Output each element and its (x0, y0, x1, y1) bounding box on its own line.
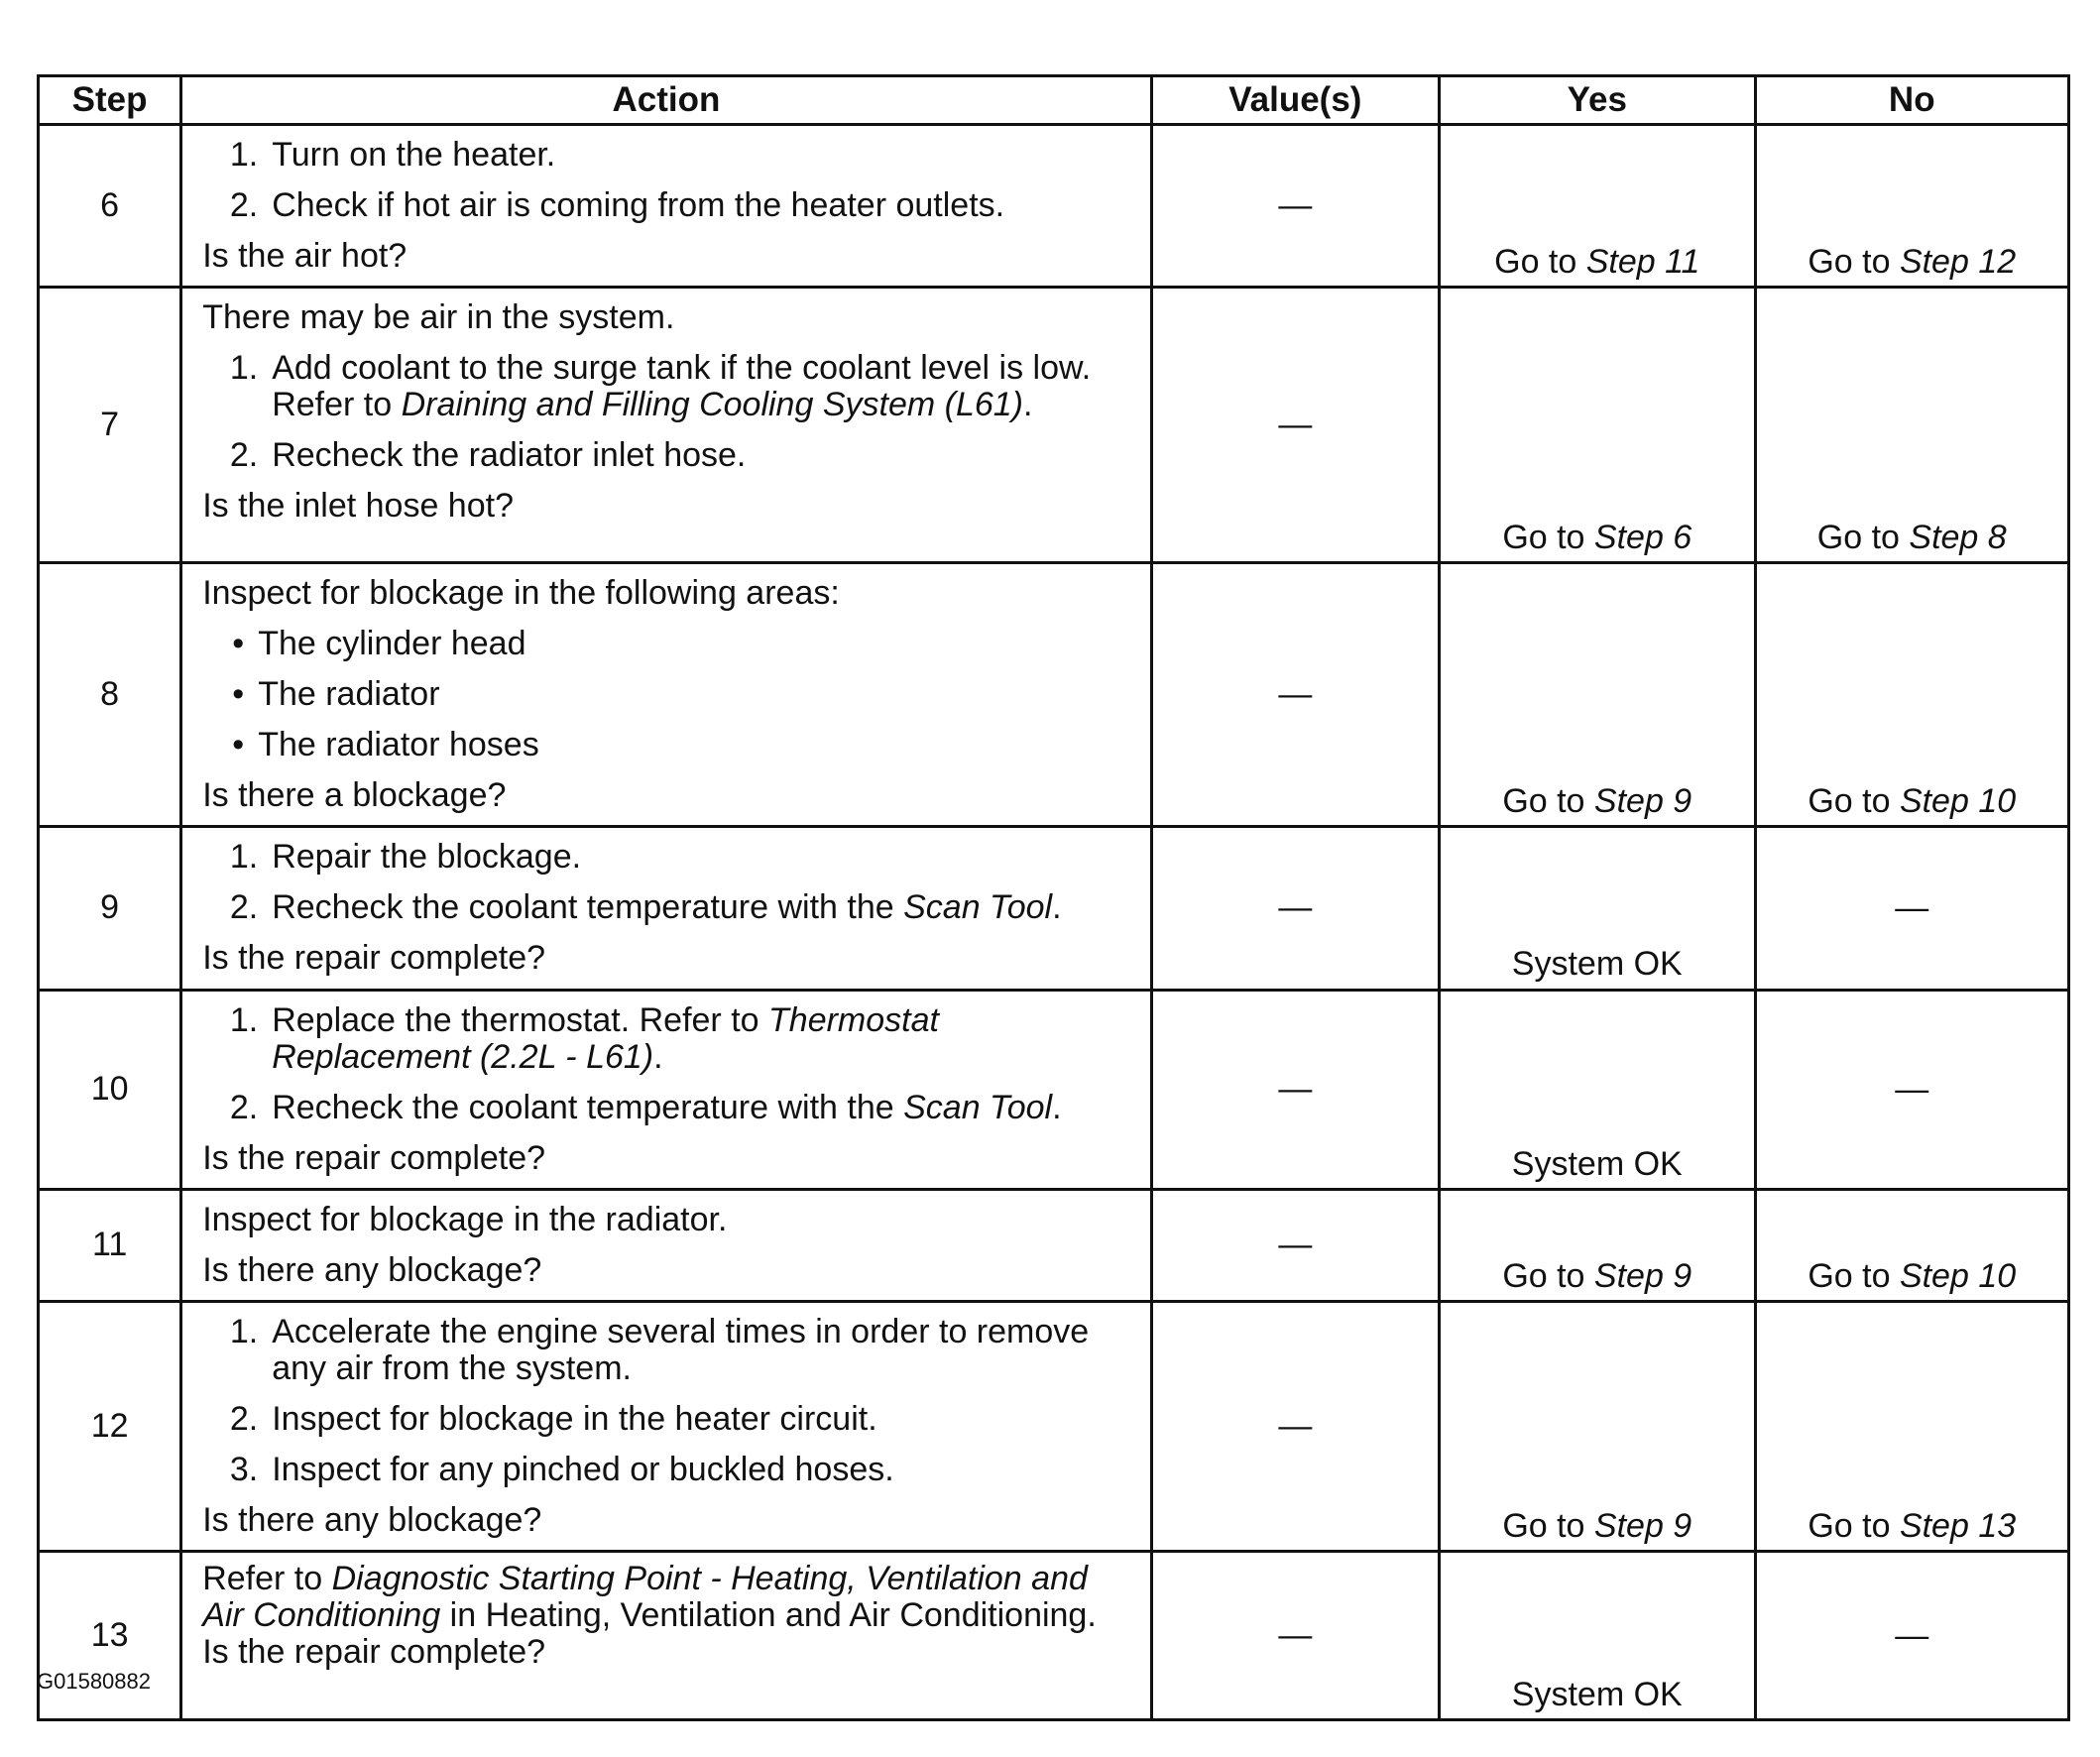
no-dash: — (1895, 1070, 1929, 1109)
numbered-step (202, 430, 1129, 481)
value-cell: — (1151, 990, 1439, 1189)
step-number: 6 (39, 125, 181, 288)
yes-cell (1440, 827, 1755, 990)
action-question: Is the repair complete? (202, 1138, 546, 1177)
step-number: 11 (39, 1189, 181, 1301)
action-question: Is the air hot? (202, 237, 408, 276)
bullet-item (202, 619, 1129, 669)
text-segment: Add coolant to the surge tank if the coolant level is low. Refer to (272, 349, 1092, 424)
no-result (1757, 1258, 2068, 1300)
item-text (272, 350, 1129, 423)
text-segment: Go to (1808, 782, 1900, 821)
yes-cell (1440, 288, 1755, 563)
no-cell (1755, 1301, 2069, 1551)
bullet-marker: • (232, 625, 245, 663)
italic-reference-text: Draining and Filling Cooling System (L61) (401, 386, 1023, 424)
italic-reference-text: Step 9 (1593, 1506, 1692, 1545)
text-segment: . (1052, 1088, 1062, 1126)
action-text (202, 568, 1129, 619)
italic-reference-text: Step 12 (1899, 243, 2017, 282)
step-marker: 2. (229, 1088, 259, 1126)
action-question: Is the repair complete? (202, 939, 546, 978)
item-text (272, 1002, 1129, 1076)
text-segment: Check if hot air is coming from the heater outlets. (272, 186, 1005, 225)
figure-code: G01580882 (37, 1669, 151, 1694)
item-text (272, 187, 1129, 224)
value-cell: — (1151, 563, 1439, 827)
text-segment: Go to (1808, 1256, 1900, 1295)
italic-reference-text: Step 8 (1909, 519, 2007, 557)
italic-reference-text: Diagnostic Starting Point - Heating, Ventilation and Air Conditioning (202, 1560, 1088, 1635)
yes-result (1441, 1508, 1753, 1550)
text-segment: Inspect for blockage in the heater circuit. (272, 1399, 877, 1438)
value-cell: — (1151, 125, 1439, 288)
value-cell: — (1151, 288, 1439, 563)
table-row (39, 1189, 2069, 1301)
yes-cell (1440, 1301, 1755, 1551)
action-cell (181, 125, 1151, 288)
step-marker: 1. (229, 838, 259, 877)
action-text (202, 1557, 1129, 1634)
no-result (1757, 1508, 2068, 1550)
step-marker: 1. (229, 136, 259, 174)
item-text (258, 676, 1129, 713)
text-segment: Go to (1808, 243, 1900, 282)
no-result (1757, 244, 2068, 286)
table-row (39, 827, 2069, 990)
step-number: 10 (39, 990, 181, 1189)
table-row (39, 125, 2069, 288)
text-segment: Inspect for blockage in the following areas: (202, 574, 840, 613)
bullet-item (202, 669, 1129, 720)
yes-cell (1440, 1189, 1755, 1301)
text-segment: Recheck the coolant temperature with the (272, 888, 904, 927)
text-segment: Repair the blockage. (272, 838, 582, 877)
text-segment: Inspect for any pinched or buckled hoses. (272, 1450, 894, 1488)
numbered-step (202, 343, 1129, 430)
text-segment: Refer to (202, 1560, 332, 1598)
table-body (39, 125, 2069, 1720)
step-marker: 1. (229, 1000, 259, 1039)
yes-cell (1440, 563, 1755, 827)
text-segment: Recheck the radiator inlet hose. (272, 436, 747, 475)
text-segment: Go to (1502, 782, 1594, 821)
item-text (272, 839, 1129, 876)
step-number: 9 (39, 827, 181, 990)
no-dash: — (1895, 1616, 1929, 1655)
text-segment: The cylinder head (258, 625, 526, 663)
numbered-step (202, 1445, 1129, 1495)
action-cell (181, 827, 1151, 990)
action-question: Is the repair complete? (202, 1633, 546, 1672)
yes-result (1441, 520, 1753, 561)
bullet-marker: • (232, 675, 245, 714)
text-segment: The radiator hoses (258, 726, 539, 764)
yes-cell (1440, 125, 1755, 288)
step-marker: 2. (229, 1399, 259, 1438)
table-row (39, 1301, 2069, 1551)
italic-reference-text: Step 11 (1585, 243, 1700, 282)
text-segment: System OK (1511, 1675, 1683, 1713)
step-number: 7 (39, 288, 181, 563)
no-cell (1755, 1189, 2069, 1301)
text-segment: Inspect for blockage in the radiator. (202, 1200, 728, 1238)
diagnostic-table (37, 74, 2070, 1721)
no-cell (1755, 288, 2069, 563)
text-segment: in Heating, Ventilation and Air Conditioning. (440, 1596, 1097, 1635)
text-segment: Go to (1502, 1506, 1594, 1545)
step-number: 13 (39, 1552, 181, 1720)
action-cell (181, 288, 1151, 563)
table-row (39, 990, 2069, 1189)
action-question: Is the inlet hose hot? (202, 487, 514, 526)
no-dash: — (1895, 888, 1929, 927)
item-text (272, 1401, 1129, 1438)
no-cell (1755, 1552, 2069, 1720)
text-segment: System OK (1511, 1144, 1683, 1183)
text-segment: Turn on the heater. (272, 136, 556, 174)
text-segment: . (1023, 386, 1033, 424)
header-values: Value(s) (1151, 76, 1439, 125)
bullet-marker: • (232, 726, 245, 764)
italic-reference-text: Thermostat Replacement (2.2L - L61) (272, 1000, 939, 1076)
italic-reference-text: Scan Tool (903, 888, 1053, 927)
yes-result (1441, 244, 1753, 286)
numbered-step (202, 996, 1129, 1083)
header-step: Step (39, 76, 181, 125)
italic-reference-text: Step 10 (1899, 782, 2017, 821)
step-marker: 2. (229, 186, 259, 225)
numbered-step (202, 1083, 1129, 1133)
numbered-step (202, 1307, 1129, 1394)
text-segment: The radiator (258, 675, 440, 714)
value-cell: — (1151, 1301, 1439, 1551)
numbered-step (202, 130, 1129, 180)
no-result (1757, 783, 2068, 825)
text-segment: Go to (1502, 519, 1594, 557)
italic-reference-text: Step 6 (1593, 519, 1692, 557)
header-no: No (1755, 76, 2069, 125)
text-segment: . (1052, 888, 1062, 927)
yes-result (1441, 1677, 1753, 1718)
no-cell (1755, 990, 2069, 1189)
table-row (39, 1552, 2069, 1720)
text-segment: Go to (1808, 1506, 1900, 1545)
text-segment: Go to (1502, 1256, 1594, 1295)
text-segment: System OK (1511, 945, 1683, 984)
text-segment: Recheck the coolant temperature with the (272, 1088, 904, 1126)
action-text (202, 293, 1129, 343)
italic-reference-text: Step 10 (1899, 1256, 2017, 1295)
no-cell (1755, 827, 2069, 990)
step-number: 8 (39, 563, 181, 827)
no-cell (1755, 563, 2069, 827)
bullet-item (202, 720, 1129, 770)
yes-result (1441, 946, 1753, 988)
text-segment: Go to (1816, 519, 1910, 557)
step-marker: 2. (229, 436, 259, 475)
yes-cell (1440, 1552, 1755, 1720)
item-text (272, 1452, 1129, 1488)
value-cell: — (1151, 827, 1439, 990)
action-text (202, 1195, 1129, 1245)
numbered-step (202, 882, 1129, 933)
table-row (39, 288, 2069, 563)
item-text (272, 889, 1129, 926)
item-text (272, 437, 1129, 474)
text-segment: Accelerate the engine several times in order to remove any air from the system. (272, 1312, 1090, 1387)
action-cell (181, 1189, 1151, 1301)
italic-reference-text: Step 9 (1593, 782, 1692, 821)
header-action: Action (181, 76, 1151, 125)
action-question: Is there any blockage? (202, 1250, 542, 1289)
italic-reference-text: Step 9 (1593, 1256, 1692, 1295)
yes-cell (1440, 990, 1755, 1189)
yes-result (1441, 1258, 1753, 1300)
text-segment: Replace the thermostat. Refer to (272, 1000, 769, 1039)
value-cell: — (1151, 1552, 1439, 1720)
action-cell (181, 990, 1151, 1189)
action-question: Is there a blockage? (202, 776, 507, 815)
item-text (272, 1314, 1129, 1387)
action-cell (181, 1301, 1151, 1551)
yes-result (1441, 1146, 1753, 1188)
text-segment: There may be air in the system. (202, 298, 675, 337)
table-row (39, 563, 2069, 827)
item-text (272, 1090, 1129, 1126)
action-cell (181, 563, 1151, 827)
numbered-step (202, 1394, 1129, 1445)
italic-reference-text: Scan Tool (903, 1088, 1053, 1126)
no-result (1757, 520, 2068, 561)
text-segment: . (653, 1037, 663, 1076)
step-number: 12 (39, 1301, 181, 1551)
step-marker: 3. (229, 1450, 259, 1488)
step-marker: 1. (229, 1312, 259, 1350)
yes-result (1441, 783, 1753, 825)
item-text (258, 727, 1129, 763)
action-question: Is there any blockage? (202, 1500, 542, 1539)
value-cell: — (1151, 1189, 1439, 1301)
italic-reference-text: Step 13 (1899, 1506, 2017, 1545)
item-text (272, 137, 1129, 174)
numbered-step (202, 832, 1129, 882)
numbered-step (202, 180, 1129, 231)
no-cell (1755, 125, 2069, 288)
header-yes: Yes (1440, 76, 1755, 125)
step-marker: 2. (229, 888, 259, 927)
header-row (39, 76, 2069, 125)
item-text (258, 626, 1129, 662)
text-segment: Go to (1494, 243, 1586, 282)
step-marker: 1. (229, 349, 259, 388)
action-cell (181, 1552, 1151, 1720)
